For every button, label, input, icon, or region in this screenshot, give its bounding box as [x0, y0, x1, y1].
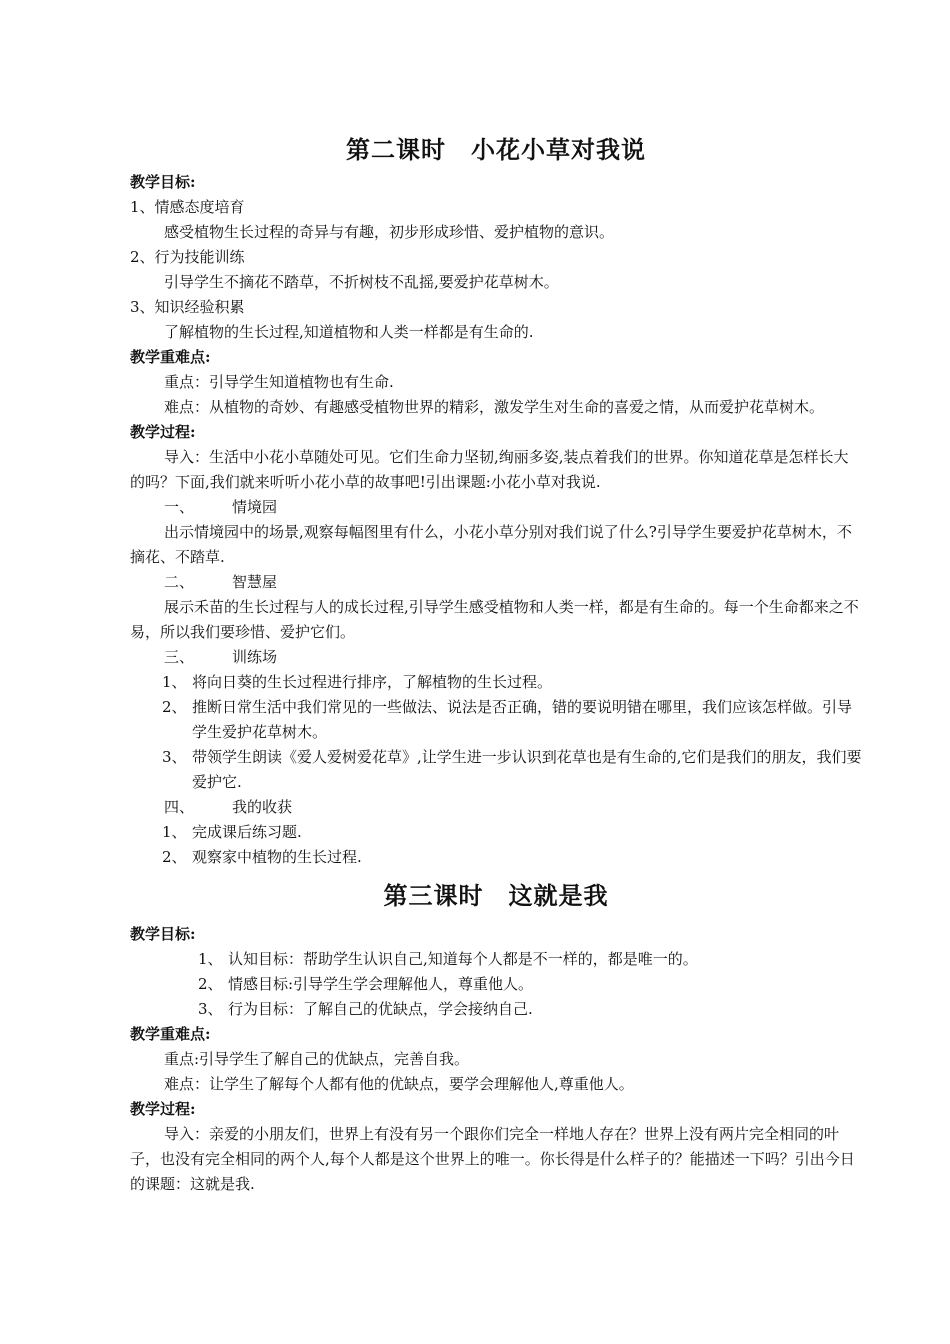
- key-point: 重点：引导学生知道植物也有生命.: [164, 373, 394, 391]
- list-item: [130, 695, 862, 745]
- difficult-point: 难点：从植物的奇妙、有趣感受植物世界的精彩，激发学生对生命的喜爱之情，从而爱护花草树木。: [164, 398, 825, 416]
- list-text: 完成课后练习题.: [192, 823, 302, 841]
- list-text: 将向日葵的生长过程进行排序，了解植物的生长过程。: [192, 673, 553, 691]
- list-item: [130, 845, 862, 870]
- list-text: 情感目标:引导学生学会理解他人，尊重他人。: [228, 975, 534, 993]
- list-text: 观察家中植物的生长过程.: [192, 848, 362, 866]
- list-number: 2、: [162, 848, 187, 866]
- document-page: [130, 130, 862, 1197]
- key-point: 重点:引导学生了解自己的优缺点，完善自我。: [164, 1050, 470, 1068]
- section-heading: [130, 495, 862, 520]
- intro-paragraph: 导入：生活中小花小草随处可见。它们生命力坚韧,绚丽多姿,装点着我们的世界。你知道花草是怎样长大的吗？下面,我们就来听听小花小草的故事吧!引出课题:小花小草对我说.: [130, 448, 849, 491]
- lesson2-goals-label: 教学目标:: [130, 173, 196, 191]
- section-body: 展示禾苗的生长过程与人的成长过程,引导学生感受植物和人类一样，都是有生命的。每一个生命都来之不易，所以我们要珍惜、爱护它们。: [130, 598, 859, 641]
- section-number: 四、: [164, 798, 195, 816]
- intro-paragraph: 导入：亲爱的小朋友们，世界上有没有另一个跟你们完全一样地人存在？世界上没有两片完全相同的叶子，也没有完全相同的两个人,每个人都是这个世界上的唯一。你长得是什么样子的？能描述一下吗？引出今日的课题：这就是我.: [130, 1125, 855, 1193]
- lesson3-goals-label: 教学目标:: [130, 925, 196, 943]
- goal-body: 了解植物的生长过程,知道植物和人类一样都是有生命的.: [164, 323, 534, 341]
- section-name: 我的收获: [232, 798, 293, 816]
- section-name: 智慧屋: [232, 573, 278, 591]
- goal-heading: 1、情感态度培育: [130, 198, 245, 216]
- section-name: 情境园: [232, 498, 278, 516]
- lesson3-process-label: 教学过程:: [130, 1100, 196, 1118]
- list-number: 1、: [198, 950, 223, 968]
- list-number: 2、: [198, 975, 223, 993]
- difficult-point: 难点：让学生了解每个人都有他的优缺点，要学会理解他人,尊重他人。: [164, 1075, 634, 1093]
- list-item: [130, 947, 862, 972]
- goal-body: 感受植物生长过程的奇异与有趣，初步形成珍惜、爱护植物的意识。: [164, 223, 615, 241]
- list-number: 3、: [162, 748, 187, 766]
- section-number: 三、: [164, 648, 195, 666]
- section-body: 出示情境园中的场景,观察每幅图里有什么，小花小草分别对我们说了什么?引导学生要爱护花草树木，不摘花、不踏草.: [130, 523, 852, 566]
- section-name: 训练场: [232, 648, 278, 666]
- list-item: [130, 670, 862, 695]
- list-number: 2、: [162, 698, 187, 716]
- goal-body: 引导学生不摘花不踏草，不折树枝不乱摇,要爱护花草树木。: [164, 273, 559, 291]
- list-item: [130, 972, 862, 997]
- lesson3-title: 第三课时 这就是我: [383, 881, 609, 910]
- list-number: 1、: [162, 823, 187, 841]
- list-text: 认知目标：帮助学生认识自己,知道每个人都是不一样的，都是唯一的。: [228, 950, 698, 968]
- list-item: [130, 745, 862, 795]
- goal-heading: 3、知识经验积累: [130, 298, 245, 316]
- section-number: 一、: [164, 498, 195, 516]
- section-heading: [130, 645, 862, 670]
- goal-heading: 2、行为技能训练: [130, 248, 245, 266]
- list-text: 行为目标：了解自己的优缺点，学会接纳自己.: [228, 1000, 533, 1018]
- list-item: [130, 820, 862, 845]
- list-number: 3、: [198, 1000, 223, 1018]
- lesson2-process-label: 教学过程:: [130, 423, 196, 441]
- lesson2-key-label: 教学重难点:: [130, 348, 211, 366]
- section-heading: [130, 795, 862, 820]
- list-item: [130, 997, 862, 1022]
- section-number: 二、: [164, 573, 195, 591]
- section-heading: [130, 570, 862, 595]
- list-text: 推断日常生活中我们常见的一些做法、说法是否正确，错的要说明错在哪里，我们应该怎样做。引导学生爱护花草树木。: [192, 698, 853, 741]
- list-number: 1、: [162, 673, 187, 691]
- list-text: 带领学生朗读《爱人爱树爱花草》,让学生进一步认识到花草也是有生命的,它们是我们的朋友，我们要爱护它.: [192, 748, 862, 791]
- lesson3-key-label: 教学重难点:: [130, 1025, 211, 1043]
- lesson2-title: 第二课时 小花小草对我说: [346, 135, 646, 164]
